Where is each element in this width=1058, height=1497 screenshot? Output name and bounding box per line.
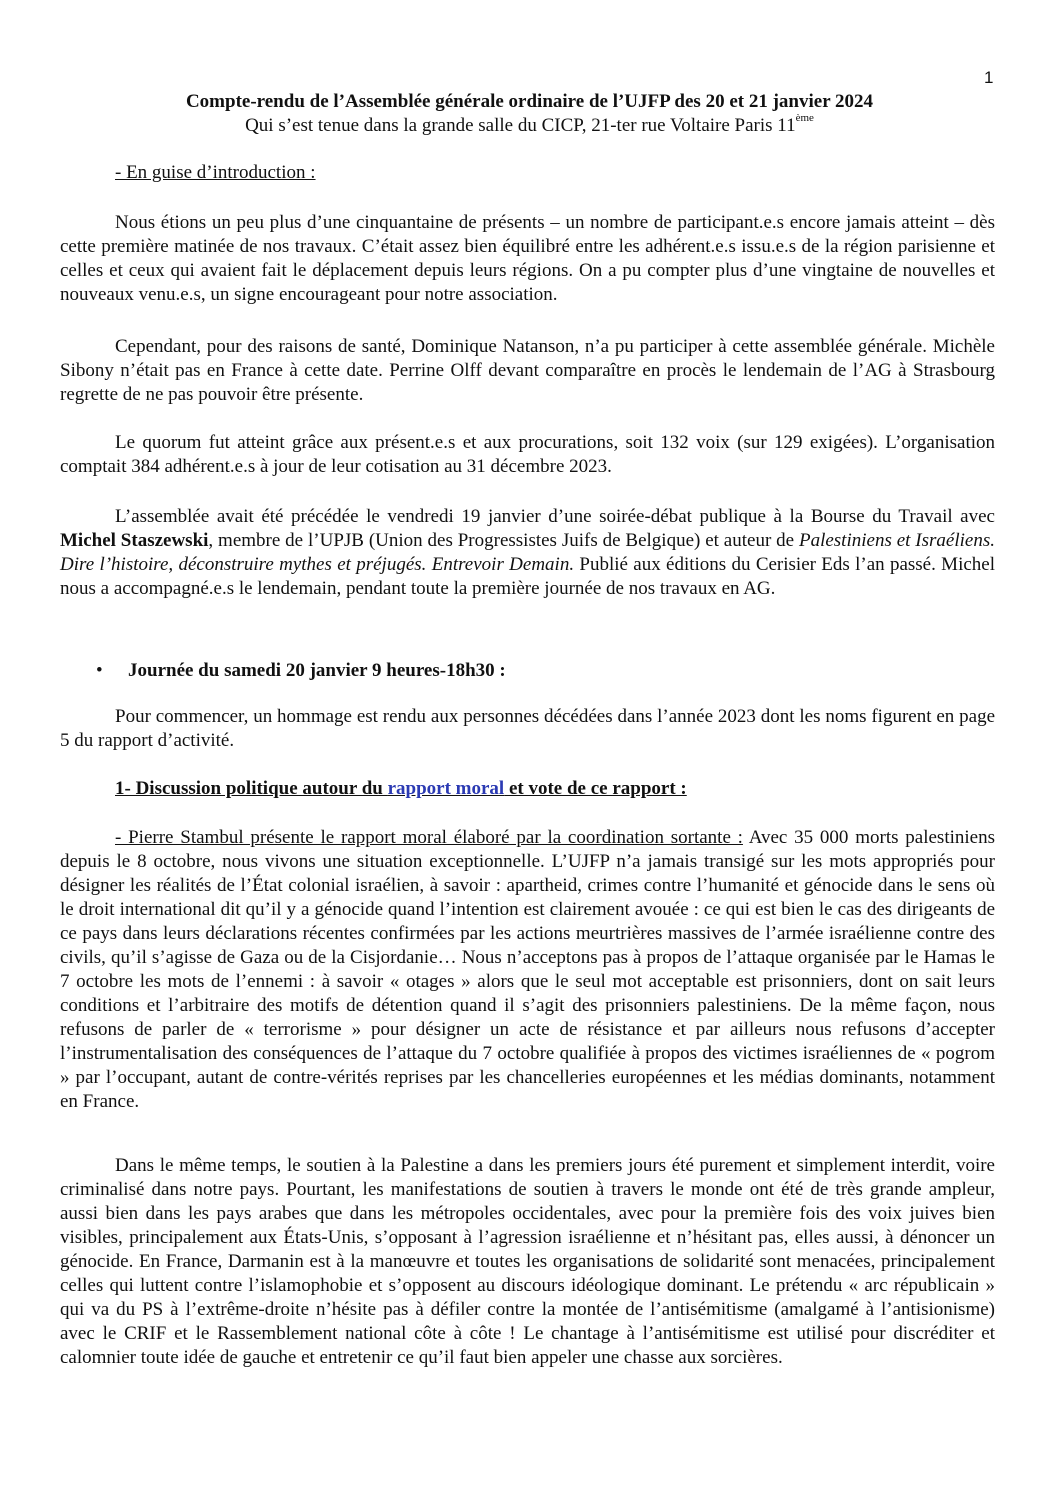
intro-paragraph-1: Nous étions un peu plus d’une cinquantaine de présents – un nombre de participant.e.s encore jamais atteint – dès cette première matinée de nos travaux. C’était assez bien équilibré entre les adhérent.e.s issu.e.s de la région parisienne et celles et ceux qui avaient fait le déplacement depuis leurs régions. On a pu compter plus d’une vingtaine de nouvelles et nouveaux venu.e.s, un signe encourageant pour notre association. (60, 212, 995, 305)
section-heading (115, 777, 687, 801)
day-heading-text: Journée du samedi 20 janvier 9 heures-18h30 : (128, 660, 506, 681)
p4-text-c: Publié aux éditions du Cerisier Eds l’an passé. Michel nous a accompagné.e.s le lendemain, pendant toute la première journée de nos travaux en AG. (60, 554, 996, 599)
section-paragraph-2: Dans le même temps, le soutien à la Palestine a dans les premiers jours été purement et simplement interdit, voire criminalisé dans notre pays. Pourtant, les manifestations de soutien à travers le monde ont été de très grande ampleur, aussi bien dans les pays arabes que dans les métropoles occidentales, avec pour la première fois des voix juives bien visibles, principalement aux États-Unis, s’opposant à l’agression israélienne et n’hésitant pas, elles aussi, à dénoncer un génocide. En France, Darmanin est à la manœuvre et toutes les organisations de solidarité sont menacées, principalement celles qui luttent contre l’islamophobie et s’opposent au discours idéologique dominant. Le prétendu « arc républicain » qui va du PS à l’extrême-droite n’hésite pas à défiler contre la montée de l’antisémitisme (amalgamé à l’antisionisme) avec le CRIF et le Rassemblement national côte à côte ! Le chantage à l’antisémitisme est utilisé pour discréditer et calomnier toute idée de gauche et entretenir ce qu’il faut bien appeler une chasse aux sorcières. (60, 1155, 995, 1368)
intro-paragraph-4 (60, 505, 995, 601)
section-paragraph-body: Avec 35 000 morts palestiniens depuis le 8 octobre, nous vivons une situation exceptionnelle. L’UJFP n’a jamais transigé sur les mots appropriés pour désigner les réalités de l’État colonial israélien, à savoir : apartheid, crimes contre l’humanité et génocide dans le sens où le droit international dit qu’il y a génocide quand l’intention est clairement avouée : ce qui est bien le cas des dirigeants de ce pays dans leurs déclarations récentes confirmées par les actions meurtrières massives de l’armée israélienne contre des civils, qu’il s’agisse de Gaza ou de la Cisjordanie… Nous n’acceptons pas à propos de l’attaque organisée par le Hamas le 7 octobre les mots de l’ennemi : à savoir « otages » alors que le seul mot acceptable est prisonniers, dont on sait leurs conditions et l’arbitraire des motifs de détention quand il s’agit des prisonniers palestiniens. De la même façon, nous refusons de parler de « terrorisme » pour désigner un acte de résistance et par ailleurs nous refusons d’accepter l’instrumentalisation des conséquences de l’attaque du 7 octobre qualifiée à propos des victimes israéliennes de « pogrom » par l’occupant, autant de contre-vérités reprises par les chancelleries européennes et les médias dominants, notamment en France. (60, 827, 995, 1112)
intro-paragraph-2: Cependant, pour des raisons de santé, Dominique Natanson, n’a pu participer à cette assemblée générale. Michèle Sibony n’était pas en France à cette date. Perrine Olff devant comparaître en procès le lendemain de l’AG à Strasbourg regrette de ne pas pouvoir être présente. (60, 336, 995, 405)
rapport-moral-link[interactable]: rapport moral (387, 778, 505, 799)
section-paragraph-lead: - Pierre Stambul présente le rapport moral élaboré par la coordination sortante : (115, 827, 743, 848)
p4-text-a: L’assemblée avait été précédée le vendredi 19 janvier d’une soirée-débat publique à la Bourse du Travail avec (115, 506, 995, 527)
section-paragraph-1 (60, 826, 995, 1114)
book-title: Palestiniens et Israéliens. Dire l’histoire, déconstruire mythes et préjugés. Entrevoir Demain. (60, 530, 995, 575)
subtitle-text: Qui s’est tenue dans la grande salle du CICP, 21-ter rue Voltaire Paris 11 (245, 115, 796, 136)
p4-text-b: , membre de l’UPJB (Union des Progressistes Juifs de Belgique) et auteur de (208, 530, 799, 551)
document-subtitle (60, 114, 999, 138)
section-heading-b: et vote de ce rapport : (504, 778, 687, 799)
intro-heading: - En guise d’introduction : (115, 162, 316, 183)
section-heading-a: 1- Discussion politique autour du (115, 778, 388, 799)
bullet-icon: • (96, 660, 103, 681)
intro-paragraph-3: Le quorum fut atteint grâce aux présent.e.s et aux procurations, soit 132 voix (sur 129 exigées). L’organisation comptait 384 adhérent.e.s à jour de leur cotisation au 31 décembre 2023. (60, 432, 995, 477)
page-number: 1 (984, 68, 994, 87)
day-heading (96, 659, 506, 683)
subtitle-superscript: ème (795, 112, 814, 124)
day-paragraph-1: Pour commencer, un hommage est rendu aux personnes décédées dans l’année 2023 dont les noms figurent en page 5 du rapport d’activité. (60, 706, 995, 751)
document-title: Compte-rendu de l’Assemblée générale ordinaire de l’UJFP des 20 et 21 janvier 2024 (185, 91, 874, 112)
speaker-name: Michel Staszewski (60, 530, 209, 551)
